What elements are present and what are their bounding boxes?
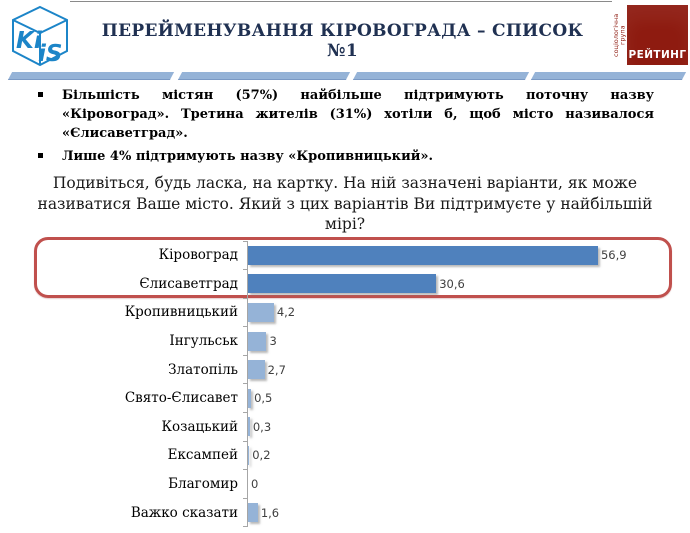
category-label: Благомир — [168, 476, 238, 493]
category-label: Ексампей — [167, 447, 238, 464]
bar — [248, 503, 258, 522]
band-segment — [531, 72, 686, 80]
value-label: 3 — [269, 334, 277, 349]
category-label: Єлисаветград — [139, 275, 238, 292]
category-label: Кіровоград — [158, 247, 238, 264]
bar — [248, 332, 266, 351]
rating-logo-label: РЕЙТИНГ — [628, 49, 687, 61]
bar-track — [247, 384, 684, 413]
chart-row — [8, 413, 684, 442]
bar-track — [247, 470, 684, 499]
bar-track — [247, 298, 684, 327]
value-label: 0,2 — [252, 448, 271, 463]
band-segment — [8, 72, 174, 80]
rating-logo-square — [627, 5, 688, 65]
bullet-square-icon — [38, 153, 43, 158]
bar-track — [247, 327, 684, 356]
category-label: Кропивницький — [124, 304, 238, 321]
bar-track — [247, 441, 684, 470]
kiis-logo — [5, 3, 75, 73]
header-top-rule — [70, 1, 612, 2]
bullet-square-icon — [38, 92, 43, 97]
kiis-letters-left: Ki — [16, 28, 42, 54]
survey-question: Подивіться, будь ласка, на картку. На ній зазначені варіанти, як може називатися Ваше місто. Який з цих варіантів Ви підтримуєте у найбільшій мірі? — [37, 174, 653, 234]
band-segment — [178, 72, 350, 80]
value-label: 4,2 — [276, 305, 296, 320]
value-label: 56,9 — [600, 248, 627, 263]
bullet-item — [36, 147, 654, 166]
category-label: Важко сказати — [130, 504, 238, 521]
bar-track — [247, 270, 684, 299]
bullet-item — [36, 86, 654, 144]
summary-bullets — [36, 86, 654, 169]
chart-rows — [8, 241, 684, 527]
bullet-text: Більшість містян (57%) найбільше підтримують поточну назву «Кіровоград». Третина жителів (31%) хотіли б, щоб місто називалося «Єлисаветград». — [62, 88, 654, 142]
category-label: Свято-Єлисавет — [124, 390, 238, 407]
bar — [248, 360, 265, 379]
category-label: Златопіль — [168, 361, 238, 378]
chart-row — [8, 441, 684, 470]
category-label: Інгульськ — [169, 333, 238, 350]
rating-tagline: соціологічна група — [612, 13, 627, 57]
bar — [248, 417, 250, 436]
value-label: 0,3 — [252, 419, 272, 434]
value-label: 30,6 — [439, 276, 465, 291]
rating-logo — [610, 5, 688, 67]
value-label: 1,6 — [260, 505, 280, 520]
chart-row — [8, 384, 684, 413]
bar — [248, 389, 251, 408]
kiis-letters-right: iS — [38, 41, 63, 67]
bar-track — [247, 498, 684, 527]
bar — [248, 246, 598, 265]
bar — [248, 446, 249, 465]
chart-row — [8, 298, 684, 327]
value-label: 0 — [251, 477, 259, 492]
chart-row — [8, 470, 684, 499]
kiis-cube-icon — [5, 3, 75, 73]
chart-row — [8, 270, 684, 299]
divider-band — [8, 72, 682, 79]
bar-track — [247, 241, 684, 270]
chart-row — [8, 498, 684, 527]
value-label: 0,5 — [254, 391, 273, 406]
chart-row — [8, 327, 684, 356]
category-label: Козацький — [161, 418, 238, 435]
bullet-text: Лише 4% підтримують назву «Кропивницький». — [62, 148, 434, 164]
bar-track — [247, 355, 684, 384]
bar-chart — [8, 241, 684, 527]
value-label: 2,7 — [267, 362, 286, 377]
bar-track — [247, 413, 684, 442]
chart-row — [8, 241, 684, 270]
band-segment — [353, 72, 529, 80]
bar — [248, 303, 274, 322]
chart-row — [8, 355, 684, 384]
page-title: ПЕРЕЙМЕНУВАННЯ КІРОВОГРАДА – СПИСОК №1 — [101, 21, 584, 61]
bar — [248, 274, 436, 293]
